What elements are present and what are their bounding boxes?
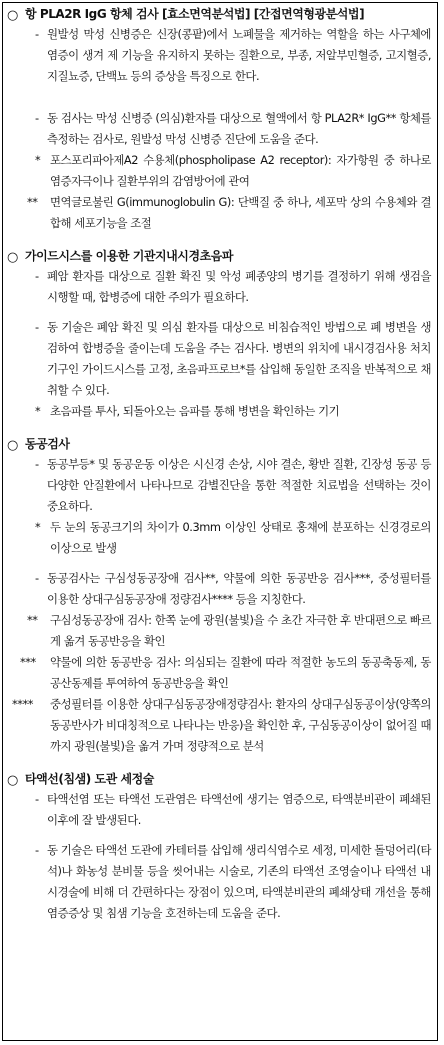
section-salivary-duct — [7, 770, 431, 924]
section-pla2r — [7, 5, 431, 234]
footnote: ** 면역글로불린 G(immunoglobulin G): 단백질 중 하나, 세포막 상의 수용체와 결합해 세포기능을 조절 — [27, 195, 431, 230]
circle-bullet-icon: ○ — [7, 8, 18, 23]
section-pupil-test — [7, 435, 431, 757]
circle-bullet-icon: ○ — [7, 250, 18, 265]
footnote: * 초음파를 투사, 되돌아오는 음파를 통해 병변을 확인하는 기기 — [35, 404, 340, 418]
section-heading: ○ 항 PLA2R IgG 항체 검사 [효소면역분석법] [간접면역형광분석법] — [7, 7, 365, 23]
section-heading: ○ 타액선(침샘) 도관 세정술 — [7, 772, 154, 788]
footnote: * 포스포리파아제A2 수용체(phospholipase A2 receptor): 자가항원 중 하나로 염증자극이나 질환부위의 감염방어에 관여 — [35, 153, 431, 188]
list-item: - 동 검사는 막성 신병증 (의심)환자를 대상으로 혈액에서 항 PLA2R* IgG** 항체를 측정하는 검사로, 원발성 막성 신병증 진단에 도움을 준다. — [35, 111, 431, 146]
list-item: - 동공부등* 및 동공운동 이상은 시신경 손상, 시야 결손, 황반 질환, 긴장성 동공 등 다양한 안질환에서 나타나므로 감별진단을 통한 적절한 치료법을 선택하는 것이 중요하다. — [35, 457, 431, 513]
list-item: - 폐암 환자를 대상으로 질환 확진 및 악성 폐종양의 병기를 결정하기 위해 생검을 시행할 때, 합병증에 대한 주의가 필요하다. — [35, 269, 431, 304]
list-item: - 동공검사는 구심성동공장애 검사**, 약물에 의한 동공반응 검사***, 중성필터를 이용한 상대구심동공장애 정량검사**** 등을 지칭한다. — [35, 571, 431, 606]
section-guide-sheath — [7, 247, 431, 422]
footnote: **** 중성필터를 이용한 상대구심동공장애정량검사: 환자의 상대구심동공이상(양쪽의 동공반사가 비대칭적으로 나타나는 반응)을 확인한 후, 구심동공이상이 없어질 때까지 광원(불빛)을 옮겨 가며 정량적으로 분석 — [12, 697, 431, 753]
section-heading: ○ 가이드시스를 이용한 기관지내시경초음파 — [7, 249, 234, 265]
footnote: *** 약물에 의한 동공반응 검사: 의심되는 질환에 따라 적절한 농도의 동공축동제, 동공산동제를 투여하여 동공반응을 확인 — [20, 655, 431, 690]
section-heading: ○ 동공검사 — [7, 437, 70, 453]
list-item: - 동 기술은 타액선 도관에 카테터를 삽입해 생리식염수로 세정, 미세한 돌덩어리(타석)나 화농성 분비물 등을 씻어내는 시술로, 기존의 타액선 조영술이나 타액선 내시경술에 비해 더 간편하다는 장점이 있으며, 타액분비관의 폐쇄상태 개선을 통해 염증증상 및 침샘 기능을 호전하는데 도움을 준다. — [35, 843, 431, 920]
list-item: - 타액선염 또는 타액선 도관염은 타액선에 생기는 염증으로, 타액분비관이 폐쇄된 이후에 잘 발생된다. — [35, 792, 431, 827]
list-item: - 동 기술은 폐암 확진 및 의심 환자를 대상으로 비침습적인 방법으로 폐 병변을 생검하여 합병증을 줄이는데 도움을 주는 검사다. 병변의 위치에 내시경검사용 처치기구인 가이드시스를 고정, 초음파프로브*를 삽입해 동일한 조직을 반복적으로 채취할 수 있다. — [35, 320, 431, 397]
list-item: - 원발성 막성 신병증은 신장(콩팥)에서 노폐물을 제거하는 역할을 하는 사구체에 염증이 생겨 제 기능을 유지하지 못하는 질환으로, 부종, 저알부민혈증, 고지혈증, 지질뇨증, 단백뇨 등의 증상을 특징으로 한다. — [35, 27, 431, 83]
footnote: ** 구심성동공장애 검사: 한쪽 눈에 광원(불빛)을 수 초간 자극한 후 반대편으로 빠르게 옮겨 동공반응을 확인 — [27, 613, 431, 648]
footnote: * 두 눈의 동공크기의 차이가 0.3mm 이상인 상태로 홍채에 분포하는 신경경로의 이상으로 발생 — [35, 520, 431, 555]
circle-bullet-icon: ○ — [7, 773, 18, 788]
circle-bullet-icon: ○ — [7, 438, 18, 453]
info-box — [2, 2, 438, 1041]
